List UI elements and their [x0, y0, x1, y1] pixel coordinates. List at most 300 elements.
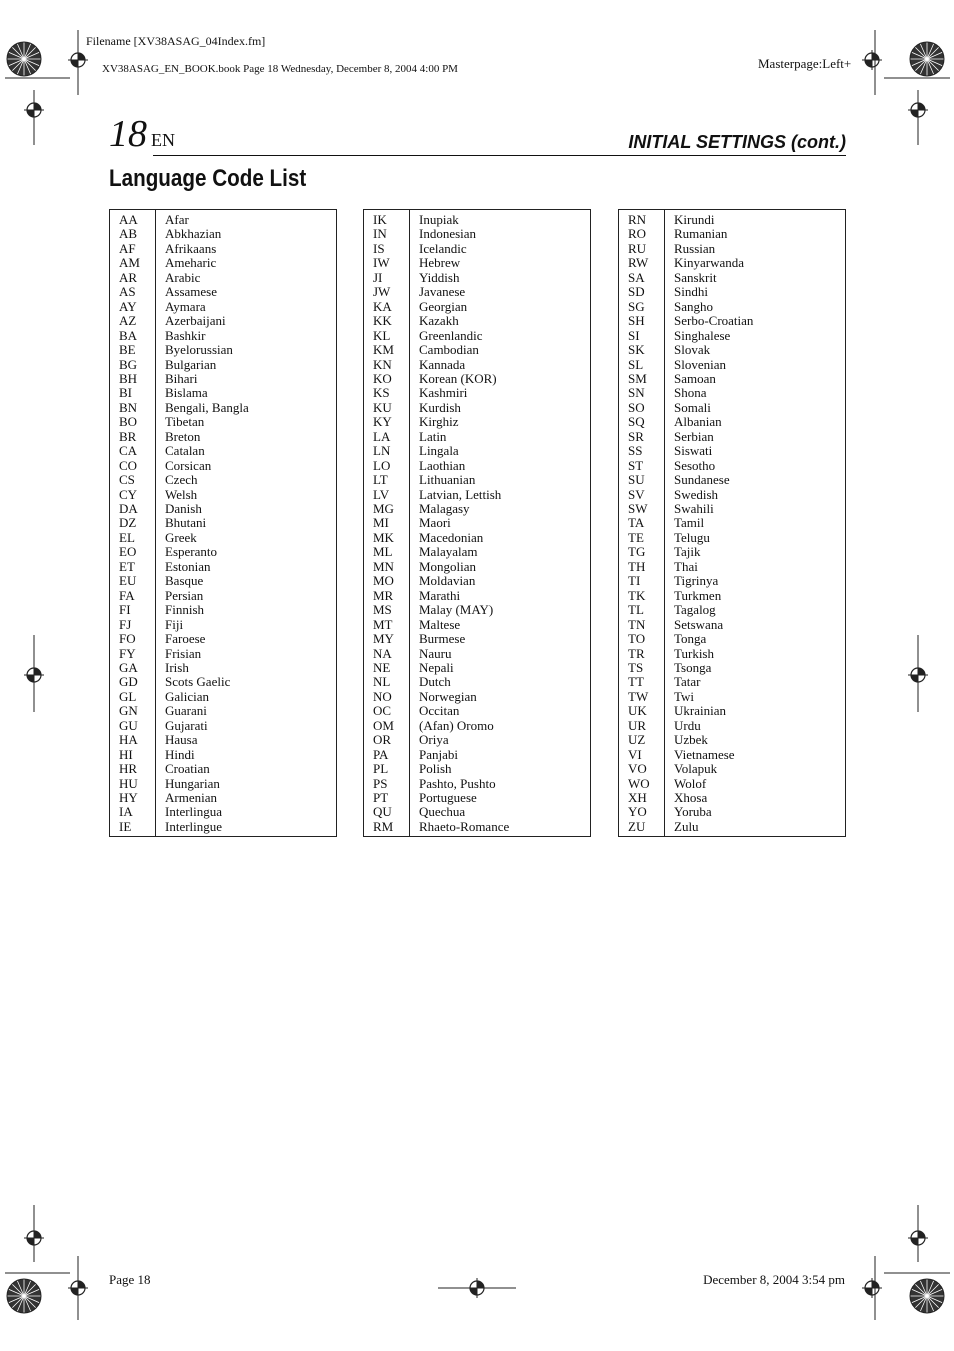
- language-name: Sundanese: [674, 472, 730, 488]
- language-code: RM: [373, 818, 394, 834]
- language-code: TI: [628, 573, 641, 589]
- table-row: [619, 704, 845, 719]
- language-code: MN: [373, 558, 394, 574]
- language-name: Occitan: [419, 703, 460, 719]
- table-row: [110, 285, 336, 300]
- language-code: LO: [373, 457, 391, 473]
- language-name: Czech: [165, 472, 198, 488]
- registration-crosshair-icon: [467, 1278, 487, 1298]
- table-row: [619, 675, 845, 690]
- language-code: EO: [119, 544, 137, 560]
- language-name: Zulu: [674, 818, 699, 834]
- language-name: Tajik: [674, 544, 701, 560]
- language-name: Marathi: [419, 587, 461, 603]
- language-code: KL: [373, 327, 391, 343]
- language-code: AR: [119, 269, 138, 285]
- language-code: GA: [119, 659, 138, 675]
- language-code: SU: [628, 472, 645, 488]
- language-name: Nauru: [419, 645, 452, 661]
- table-row: [110, 632, 336, 647]
- language-name: Slovenian: [674, 356, 726, 372]
- language-code: CO: [119, 457, 138, 473]
- language-code: ML: [373, 544, 393, 560]
- language-name: Greenlandic: [419, 327, 483, 343]
- language-name: Abkhazian: [165, 226, 222, 242]
- language-name: Maltese: [419, 616, 461, 632]
- language-code: TO: [628, 631, 646, 647]
- table-row: [364, 256, 590, 271]
- language-name: Turkish: [674, 645, 714, 661]
- table-row: [364, 516, 590, 531]
- language-name: Xhosa: [674, 790, 708, 805]
- language-name: Burmese: [419, 631, 466, 647]
- language-code: FJ: [119, 616, 132, 632]
- language-code: SM: [628, 370, 647, 386]
- language-code: KK: [373, 313, 392, 329]
- language-name: Ukrainian: [674, 703, 726, 719]
- language-name: Dutch: [419, 674, 451, 690]
- language-name: Tonga: [674, 631, 707, 647]
- language-code: VI: [628, 746, 642, 762]
- language-name: Finnish: [165, 602, 205, 618]
- registration-crosshair-icon: [68, 50, 88, 70]
- table-row: [110, 820, 336, 835]
- registration-crosshair-icon: [24, 665, 44, 685]
- language-code-table-2: [363, 209, 591, 837]
- table-row: [110, 719, 336, 734]
- language-name: Gujarati: [165, 717, 208, 733]
- language-name: Yiddish: [419, 269, 460, 285]
- table-row: [110, 661, 336, 676]
- language-code: SQ: [628, 414, 645, 430]
- table-row: [110, 748, 336, 763]
- language-name: Afar: [165, 212, 189, 227]
- table-row: [110, 603, 336, 618]
- language-code: VO: [628, 761, 647, 777]
- footer-timestamp: December 8, 2004 3:54 pm: [703, 1272, 845, 1287]
- language-name: Bengali, Bangla: [165, 399, 249, 415]
- language-name: Malay (MAY): [419, 602, 494, 618]
- table-row: [619, 690, 845, 705]
- table-row: [364, 704, 590, 719]
- table-row: [364, 820, 590, 835]
- language-name: Lithuanian: [419, 472, 476, 488]
- language-name: Tatar: [674, 674, 701, 690]
- language-code: OR: [373, 732, 392, 748]
- language-name: Malagasy: [419, 501, 470, 516]
- language-name: Kashmiri: [419, 385, 468, 401]
- language-name: Hindi: [165, 746, 195, 762]
- registration-crosshair-icon: [908, 100, 928, 120]
- language-name: Bulgarian: [165, 356, 217, 372]
- table-row: [110, 545, 336, 560]
- language-code: IS: [373, 240, 385, 256]
- table-row: [619, 271, 845, 286]
- language-code: AB: [119, 226, 138, 242]
- registration-sunburst-icon: [908, 40, 946, 78]
- page-title: Language Code List: [109, 165, 307, 192]
- language-code: OC: [373, 703, 392, 719]
- language-code: HR: [119, 761, 138, 777]
- language-name: Bislama: [165, 385, 208, 401]
- table-row: [364, 675, 590, 690]
- language-code: IA: [119, 804, 133, 820]
- language-code: CY: [119, 486, 138, 502]
- language-name: Portuguese: [419, 790, 477, 805]
- language-code: NL: [373, 674, 391, 690]
- table-row: [364, 271, 590, 286]
- language-code: MY: [373, 631, 394, 647]
- table-row: [110, 473, 336, 488]
- table-row: [364, 805, 590, 820]
- language-code: GD: [119, 674, 138, 690]
- table-row: [110, 805, 336, 820]
- registration-sunburst-icon: [908, 1277, 946, 1315]
- language-code: YO: [628, 804, 647, 820]
- language-code: QU: [373, 804, 392, 820]
- language-name: Tagalog: [674, 602, 716, 618]
- table-row: [619, 372, 845, 387]
- table-row: [619, 502, 845, 517]
- table-row: [364, 560, 590, 575]
- table-row: [619, 300, 845, 315]
- language-code: DA: [119, 501, 138, 516]
- table-row: [364, 473, 590, 488]
- language-code: KU: [373, 399, 392, 415]
- table-row: [110, 531, 336, 546]
- language-name: Laothian: [419, 457, 466, 473]
- language-name: Latin: [419, 428, 447, 444]
- language-code: RW: [628, 255, 649, 271]
- table-row: [364, 531, 590, 546]
- language-code: SI: [628, 327, 640, 343]
- language-name: Albanian: [674, 414, 722, 430]
- language-name: Sanskrit: [674, 269, 717, 285]
- language-code: TG: [628, 544, 646, 560]
- table-row: [110, 300, 336, 315]
- language-code: SL: [628, 356, 644, 372]
- language-code: AM: [119, 255, 140, 271]
- language-code: LN: [373, 443, 391, 459]
- language-name: Guarani: [165, 703, 207, 719]
- language-code: FA: [119, 587, 135, 603]
- language-code: BH: [119, 370, 138, 386]
- table-row: [619, 632, 845, 647]
- language-code: MK: [373, 529, 394, 545]
- registration-crosshair-icon: [908, 1228, 928, 1248]
- language-name: Maori: [419, 515, 451, 531]
- table-row: [110, 271, 336, 286]
- table-row: [364, 762, 590, 777]
- language-code: BA: [119, 327, 138, 343]
- language-name: Breton: [165, 428, 201, 444]
- table-row: [364, 300, 590, 315]
- table-row: [110, 256, 336, 271]
- table-row: [364, 401, 590, 416]
- language-name: Afrikaans: [165, 240, 217, 256]
- table-row: [364, 589, 590, 604]
- table-row: [110, 618, 336, 633]
- table-row: [110, 459, 336, 474]
- language-code: EU: [119, 573, 137, 589]
- language-name: Faroese: [165, 631, 206, 647]
- language-code: SW: [628, 501, 648, 516]
- table-row: [619, 358, 845, 373]
- table-row: [364, 227, 590, 242]
- language-code: TR: [628, 645, 645, 661]
- language-code: SG: [628, 298, 645, 314]
- language-code: XH: [628, 790, 647, 805]
- table-row: [364, 242, 590, 257]
- table-row: [364, 213, 590, 228]
- language-name: Rhaeto-Romance: [419, 818, 510, 834]
- table-row: [364, 661, 590, 676]
- language-code: KY: [373, 414, 392, 430]
- language-code: LA: [373, 428, 391, 444]
- language-name: Bihari: [165, 370, 198, 386]
- language-code: MT: [373, 616, 393, 632]
- language-name: Interlingue: [165, 818, 223, 834]
- table-row: [110, 213, 336, 228]
- language-name: Basque: [165, 573, 204, 589]
- table-row: [619, 618, 845, 633]
- language-name: Oriya: [419, 732, 449, 748]
- language-code: TA: [628, 515, 645, 531]
- table-row: [364, 444, 590, 459]
- table-row: [110, 560, 336, 575]
- language-code: MO: [373, 573, 394, 589]
- language-name: Twi: [674, 688, 695, 704]
- table-row: [364, 329, 590, 344]
- table-row: [110, 372, 336, 387]
- table-row: [619, 661, 845, 676]
- page-number-value: 18: [109, 113, 147, 155]
- table-row: [110, 430, 336, 445]
- language-code: TL: [628, 602, 644, 618]
- language-name: Shona: [674, 385, 707, 401]
- language-code: TS: [628, 659, 644, 675]
- table-row: [364, 618, 590, 633]
- language-code: RO: [628, 226, 647, 242]
- language-name: Quechua: [419, 804, 466, 820]
- language-code: WO: [628, 775, 650, 791]
- language-name: Greek: [165, 529, 197, 545]
- language-name: Kirundi: [674, 212, 715, 227]
- language-name: Kurdish: [419, 399, 461, 415]
- language-name: Sesotho: [674, 457, 716, 473]
- table-row: [619, 719, 845, 734]
- table-row: [110, 415, 336, 430]
- language-name: Assamese: [165, 284, 217, 300]
- language-name: Kirghiz: [419, 414, 459, 430]
- book-info-label: XV38ASAG_EN_BOOK.book Page 18 Wednesday, December 8, 2004 4:00 PM: [102, 63, 458, 75]
- table-row: [110, 386, 336, 401]
- table-row: [364, 488, 590, 503]
- language-code: KN: [373, 356, 392, 372]
- table-row: [364, 647, 590, 662]
- language-name: Bhutani: [165, 515, 207, 531]
- table-row: [364, 285, 590, 300]
- section-title: INITIAL SETTINGS (cont.): [628, 132, 846, 152]
- language-name: Aymara: [165, 298, 206, 314]
- language-code: UK: [628, 703, 647, 719]
- table-row: [110, 516, 336, 531]
- language-code: PT: [373, 790, 389, 805]
- table-row: [364, 632, 590, 647]
- language-name: Hungarian: [165, 775, 220, 791]
- filename-label: Filename [XV38ASAG_04Index.fm]: [86, 34, 266, 48]
- language-name: Corsican: [165, 457, 212, 473]
- language-name: Azerbaijani: [165, 313, 226, 329]
- table-row: [619, 748, 845, 763]
- language-code: MS: [373, 602, 392, 618]
- language-name: Wolof: [674, 775, 707, 791]
- table-row: [110, 502, 336, 517]
- language-name: Uzbek: [674, 732, 708, 748]
- language-code: SS: [628, 443, 643, 459]
- language-name: Mongolian: [419, 558, 477, 574]
- table-row: [619, 647, 845, 662]
- table-row: [110, 675, 336, 690]
- table-row: [619, 213, 845, 228]
- language-code: IW: [373, 255, 390, 271]
- language-code: TN: [628, 616, 646, 632]
- language-name: Siswati: [674, 443, 713, 459]
- language-name: Slovak: [674, 342, 711, 358]
- language-code: MR: [373, 587, 394, 603]
- table-row: [364, 415, 590, 430]
- table-row: [619, 415, 845, 430]
- language-code: MG: [373, 501, 394, 516]
- table-row: [619, 589, 845, 604]
- table-row: [110, 791, 336, 806]
- table-row: [619, 227, 845, 242]
- language-name: Singhalese: [674, 327, 731, 343]
- table-row: [110, 329, 336, 344]
- language-name: Georgian: [419, 298, 468, 314]
- table-row: [619, 531, 845, 546]
- language-code: SK: [628, 342, 645, 358]
- language-name: Polish: [419, 761, 452, 777]
- language-code: BN: [119, 399, 138, 415]
- language-name: Macedonian: [419, 529, 484, 545]
- language-code: NE: [373, 659, 391, 675]
- language-name: Somali: [674, 399, 711, 415]
- table-row: [619, 444, 845, 459]
- table-row: [619, 805, 845, 820]
- table-row: [619, 314, 845, 329]
- language-name: Yoruba: [674, 804, 712, 820]
- language-name: Swedish: [674, 486, 719, 502]
- language-name: Serbo-Croatian: [674, 313, 754, 329]
- language-code: AY: [119, 298, 137, 314]
- table-row: [110, 777, 336, 792]
- registration-sunburst-icon: [5, 40, 43, 78]
- language-code: TT: [628, 674, 644, 690]
- language-code: BE: [119, 342, 136, 358]
- language-name: Ameharic: [165, 255, 217, 271]
- language-name: Icelandic: [419, 240, 467, 256]
- table-row: [619, 777, 845, 792]
- language-code: SD: [628, 284, 645, 300]
- language-name: Swahili: [674, 501, 714, 516]
- language-name: Estonian: [165, 558, 211, 574]
- table-row: [110, 444, 336, 459]
- table-row: [364, 459, 590, 474]
- language-name: Norwegian: [419, 688, 477, 704]
- language-code: OM: [373, 717, 394, 733]
- language-code: ET: [119, 558, 135, 574]
- language-name: Turkmen: [674, 587, 722, 603]
- language-code: LV: [373, 486, 390, 502]
- language-code: AF: [119, 240, 136, 256]
- table-row: [364, 574, 590, 589]
- table-row: [110, 647, 336, 662]
- table-row: [110, 343, 336, 358]
- table-row: [619, 574, 845, 589]
- table-row: [364, 386, 590, 401]
- language-name: Tibetan: [165, 414, 205, 430]
- table-row: [364, 343, 590, 358]
- language-name: Samoan: [674, 370, 716, 386]
- table-row: [110, 733, 336, 748]
- language-code: FY: [119, 645, 136, 661]
- page-language: EN: [151, 130, 175, 150]
- table-row: [110, 227, 336, 242]
- registration-crosshair-icon: [862, 50, 882, 70]
- table-row: [364, 690, 590, 705]
- language-name: Pashto, Pushto: [419, 775, 496, 791]
- language-code: AA: [119, 212, 138, 227]
- table-row: [110, 358, 336, 373]
- header-rule: [153, 155, 846, 156]
- table-row: [110, 589, 336, 604]
- language-name: Scots Gaelic: [165, 674, 231, 690]
- table-row: [110, 574, 336, 589]
- table-row: [619, 603, 845, 618]
- registration-crosshair-icon: [68, 1278, 88, 1298]
- table-row: [619, 762, 845, 777]
- language-name: (Afan) Oromo: [419, 717, 494, 733]
- language-code: PL: [373, 761, 389, 777]
- language-name: Interlingua: [165, 804, 223, 820]
- table-row: [619, 560, 845, 575]
- language-code: RN: [628, 212, 647, 227]
- table-row: [364, 430, 590, 445]
- language-name: Tamil: [674, 515, 705, 531]
- table-row: [619, 329, 845, 344]
- language-code-table-1: [109, 209, 337, 837]
- language-name: Bashkir: [165, 327, 206, 343]
- table-row: [364, 719, 590, 734]
- language-name: Sindhi: [674, 284, 708, 300]
- language-name: Croatian: [165, 761, 210, 777]
- language-name: Danish: [165, 501, 202, 516]
- table-row: [110, 488, 336, 503]
- language-name: Volapuk: [674, 761, 718, 777]
- language-name: Moldavian: [419, 573, 476, 589]
- language-code: SV: [628, 486, 645, 502]
- masterpage-label: Masterpage:Left+: [758, 56, 852, 71]
- language-name: Panjabi: [419, 746, 458, 762]
- language-code: GN: [119, 703, 138, 719]
- table-row: [619, 488, 845, 503]
- language-code-table-3: [618, 209, 846, 837]
- table-row: [619, 459, 845, 474]
- language-code: ZU: [628, 818, 646, 834]
- language-code: BO: [119, 414, 138, 430]
- table-row: [619, 242, 845, 257]
